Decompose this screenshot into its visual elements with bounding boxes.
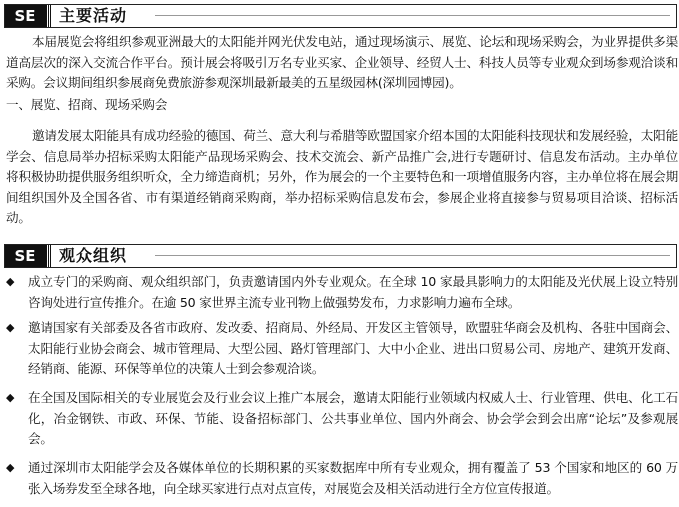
- diamond-bullet-icon: ◆: [6, 321, 15, 334]
- list-item: [6, 388, 678, 450]
- section-title: 观众组织: [59, 246, 128, 265]
- list-item: [6, 458, 678, 499]
- section-title: 主要活动: [59, 6, 128, 25]
- list-item-text: 通过深圳市太阳能学会及各媒体单位的长期积累的买家数据库中所有专业观众，拥有覆盖了 53 个国家和地区的 60 万张入场券发至全球各地，向全球买家进行点对点宣传，对展览会及相关活动进行全方位宣传报道。: [28, 460, 678, 496]
- list-item-text: 邀请国家有关部委及各省市政府、发改委、招商局、外经局、开发区主管领导，欧盟驻华商会及机构、各驻中国商会、太阳能行业协会商会、城市管理局、大型公园、路灯管理部门、大中小企业、进出口贸易公司、房地产、建筑开发商、经销商、能源、环保等单位的决策人士到会参观洽谈。: [28, 320, 678, 376]
- section-header-audience: [4, 244, 677, 268]
- header-divider: [155, 15, 670, 16]
- list-item: [6, 318, 678, 380]
- diamond-bullet-icon: ◆: [6, 391, 15, 404]
- se-logo-badge: SE: [5, 5, 45, 27]
- list-item: [6, 272, 678, 313]
- section-header-main-activities: [4, 4, 677, 28]
- body-paragraph: 邀请发展太阳能具有成功经验的德国、荷兰、意大利与希腊等欧盟国家介绍本国的太阳能科技现状和发展经验，太阳能学会、信息局举办招标采购太阳能产品现场采购会、技术交流会、新产品推广会,进行专题研讨、信息发布活动。主办单位将积极协助提供服务组织听众，全力缔造商机；另外，作为展会的一个主要特色和一项增值服务内容，主办单位将在展会期间组织国外及全国各省、市有渠道经销商采购商，举办招标采购信息发布会，参展企业将直接参与贸易项目洽谈、招标活动。: [6, 128, 678, 225]
- list-item-text: 成立专门的采购商、观众组织部门，负责邀请国内外专业观众。在全球 10 家最具影响力的太阳能及光伏展上设立特别咨询处进行宣传推介。在逾 50 家世界主流专业刊物上做强势发布，力求影响力遍布全球。: [28, 274, 678, 310]
- subheading: 一、展览、招商、现场采购会: [6, 97, 168, 112]
- diamond-bullet-icon: ◆: [6, 275, 15, 288]
- diamond-bullet-icon: ◆: [6, 461, 15, 474]
- header-divider: [155, 255, 670, 256]
- intro-paragraph: 本届展览会将组织参观亚洲最大的太阳能并网光伏发电站，通过现场演示、展览、论坛和现场采购会，为业界提供多渠道高层次的深入交流合作平台。预计展会将吸引万名专业买家、企业领导、经贸人士、科技人员等专业观众到场参观洽谈和采购。会议期间组织参展商免费旅游参观深圳最新最美的五星级园林(深圳园博园)。: [6, 34, 678, 90]
- list-item-text: 在全国及国际相关的专业展览会及行业会议上推广本展会，邀请太阳能行业领域内权威人士、行业管理、供电、化工石化，冶金钢铁、市政、环保、节能、设备招标部门、公共事业单位、国内外商会、协会学会到会出席“论坛”及参观展会。: [28, 390, 678, 446]
- se-logo-badge: SE: [5, 245, 45, 267]
